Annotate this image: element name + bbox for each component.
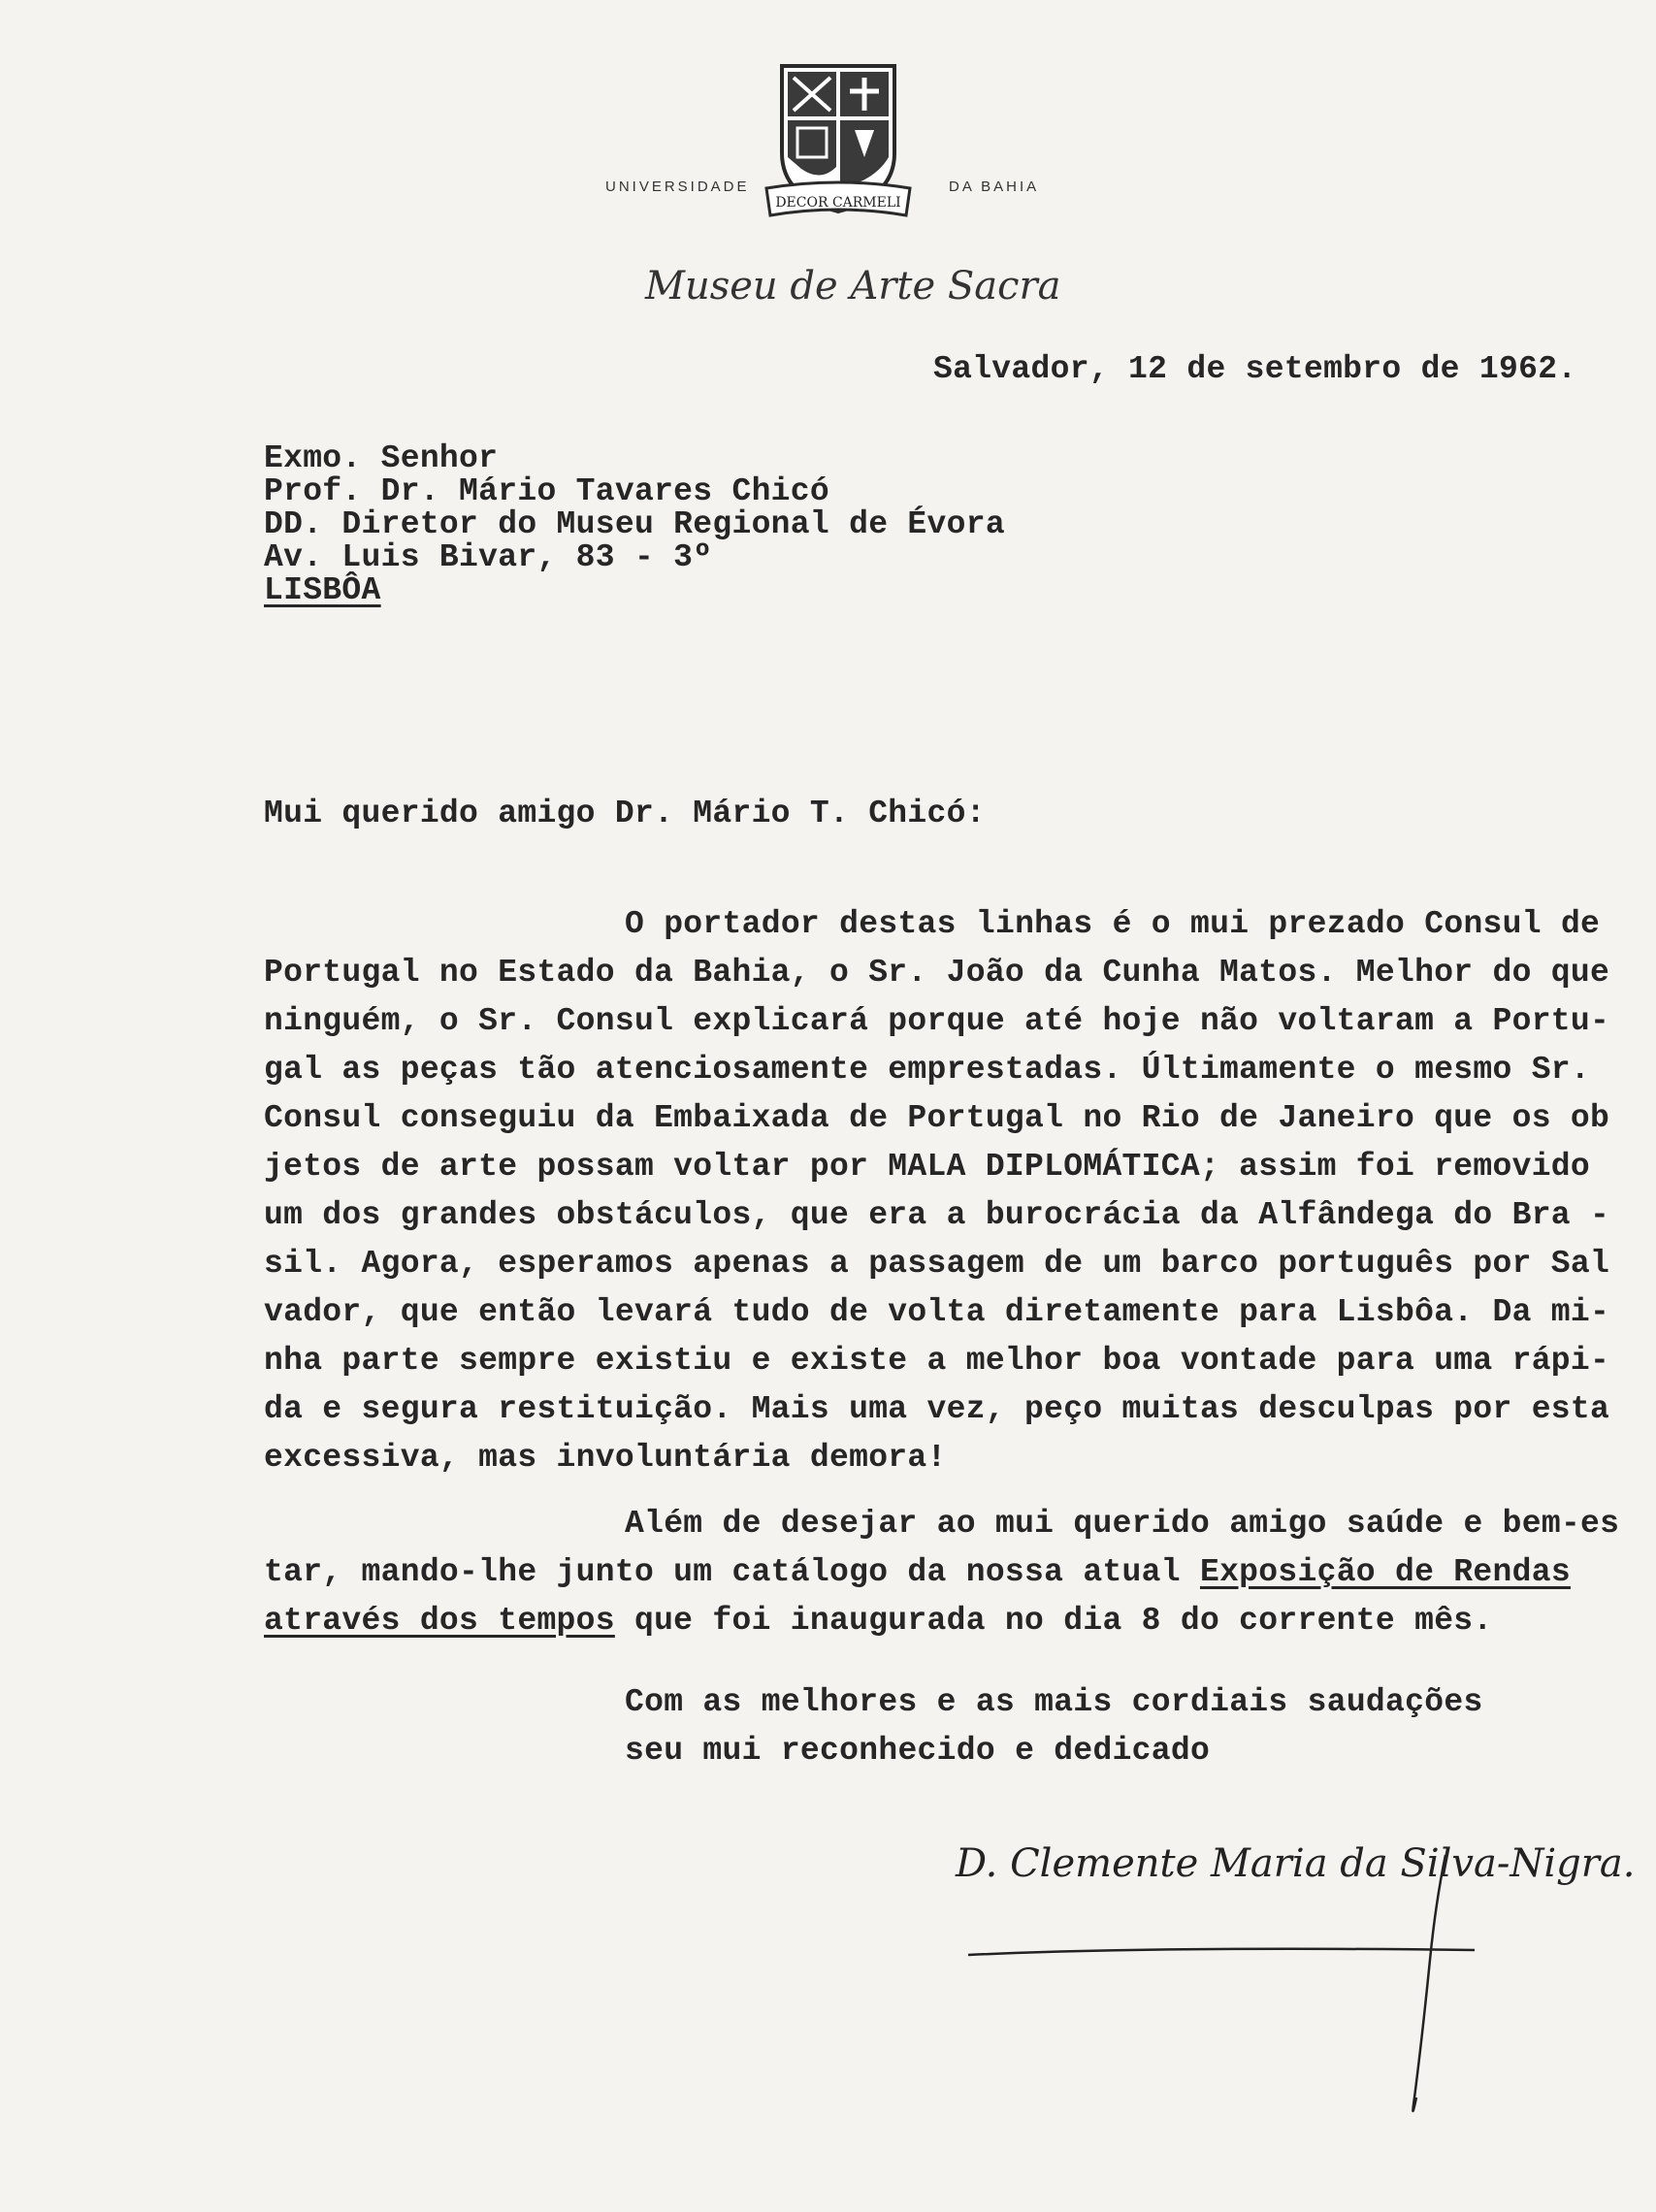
signature-flourish [960, 1843, 1504, 2173]
exhibition-title-underlined: através dos tempos [264, 1603, 615, 1639]
exhibition-title-underlined: Exposição de Rendas [1199, 1554, 1571, 1590]
letterhead-university: UNIVERSIDADE [605, 179, 750, 195]
letterhead-bahia: DA BAHIA [949, 179, 1040, 195]
body-line: através dos tempos que foi inaugurada no dia 8 do corrente mês. [264, 1603, 1493, 1639]
closing-line-2: seu mui reconhecido e dedicado [625, 1733, 1211, 1769]
body-line: gal as peças tão atenciosamente emprestadas. Últimamente o mesmo Sr. [264, 1052, 1591, 1088]
body-line: jetos de arte possam voltar por MALA DIPLOMÁTICA; assim foi removido [264, 1149, 1591, 1185]
crest-motto: DECOR CARMELI [775, 195, 901, 211]
address-line-4: Av. Luis Bivar, 83 - 3º [264, 539, 713, 575]
closing-line-1: Com as melhores e as mais cordiais saudações [625, 1684, 1483, 1720]
body-line: O portador destas linhas é o mui prezado Consul de [625, 906, 1601, 942]
museum-name: Museu de Arte Sacra [645, 264, 1061, 309]
body-line: Consul conseguiu da Embaixada de Portugal no Rio de Janeiro que os ob [264, 1100, 1610, 1136]
body-line: nha parte sempre existiu e existe a melhor boa vontade para uma rápi- [264, 1343, 1610, 1379]
university-crest-logo [763, 60, 914, 223]
body-line: excessiva, mas involuntária demora! [264, 1440, 947, 1476]
letter-date: Salvador, 12 de setembro de 1962. [933, 351, 1577, 387]
body-line: ninguém, o Sr. Consul explicará porque até hoje não voltaram a Portu- [264, 1003, 1610, 1039]
body-line: Além de desejar ao mui querido amigo saúde e bem-es [625, 1506, 1620, 1542]
body-line: vador, que então levará tudo de volta diretamente para Lisbôa. Da mi- [264, 1294, 1610, 1330]
address-line-1: Exmo. Senhor [264, 440, 499, 476]
address-line-2: Prof. Dr. Mário Tavares Chicó [264, 473, 829, 509]
signature: D. Clemente Maria da Silva-Nigra. [956, 1841, 1636, 1886]
body-line: um dos grandes obstáculos, que era a burocrácia da Alfândega do Bra - [264, 1197, 1610, 1233]
body-line: sil. Agora, esperamos apenas a passagem de um barco português por Sal [264, 1246, 1610, 1282]
salutation: Mui querido amigo Dr. Mário T. Chicó: [264, 796, 986, 831]
body-line: Portugal no Estado da Bahia, o Sr. João da Cunha Matos. Melhor do que [264, 955, 1610, 991]
address-line-5: LISBÔA [264, 572, 381, 608]
body-line: da e segura restituição. Mais uma vez, peço muitas desculpas por esta [264, 1391, 1610, 1427]
address-line-3: DD. Diretor do Museu Regional de Évora [264, 506, 1005, 542]
body-line: tar, mando-lhe junto um catálogo da nossa atual Exposição de Rendas [264, 1554, 1571, 1590]
